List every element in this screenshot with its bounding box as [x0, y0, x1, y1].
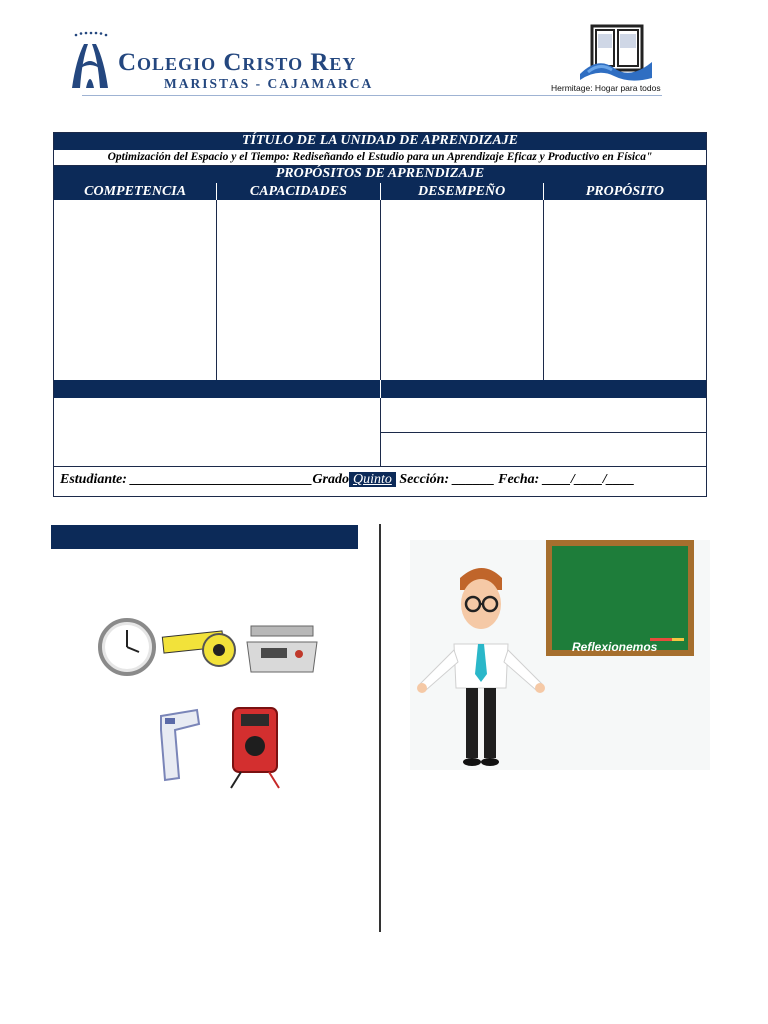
- lower-right-cell[interactable]: [381, 398, 707, 466]
- scale-icon: [247, 626, 317, 672]
- purposes-body: [54, 200, 706, 380]
- student-info-row: [60, 470, 706, 490]
- teacher-illustration: [410, 540, 710, 770]
- cell-capacidades[interactable]: [217, 200, 380, 380]
- grade-label: Grado: [312, 472, 349, 487]
- column-divider: [379, 524, 381, 932]
- unit-title-text: Optimización del Espacio y el Tiempo: Rediseñando el Estudio para un Aprendizaje Eficaz y Productivo en Física": [54, 150, 706, 166]
- cell-competencia[interactable]: [54, 200, 217, 380]
- chalkboard-text: Reflexionemos: [572, 640, 658, 654]
- lower-left-cell[interactable]: [54, 398, 381, 466]
- school-name: Colegio Cristo Rey: [118, 49, 357, 76]
- measuring-instruments-image: [95, 612, 325, 790]
- thermometer-gun-icon: [161, 710, 199, 780]
- hermitage-logo-icon: [578, 22, 654, 84]
- cell-proposito[interactable]: [544, 200, 706, 380]
- measuring-tape-icon: [162, 631, 235, 666]
- cell-desempeno[interactable]: [381, 200, 544, 380]
- column-headers: [54, 183, 706, 200]
- multimeter-icon: [231, 708, 279, 788]
- teacher-figure-icon: [417, 568, 545, 766]
- section-label: Sección: ______: [399, 472, 495, 487]
- school-emblem-icon: [66, 30, 114, 94]
- section-title-bar: [51, 525, 358, 549]
- section-band: [54, 380, 706, 398]
- school-subtitle: MARISTAS - CAJAMARCA: [164, 76, 374, 91]
- column-proposito: PROPÓSITO: [585, 184, 665, 199]
- hermitage-tagline: Hermitage: Hogar para todos: [551, 83, 661, 93]
- clock-icon: [100, 620, 154, 674]
- chalkboard-icon: [546, 540, 694, 656]
- date-label: Fecha: ____/____/____: [498, 472, 635, 487]
- column-desempeno: DESEMPEÑO: [381, 183, 544, 200]
- column-competencia: COMPETENCIA: [54, 183, 217, 200]
- header-divider: [82, 95, 662, 96]
- column-capacidades: CAPACIDADES: [217, 183, 380, 200]
- lower-block: [54, 398, 706, 467]
- student-label: Estudiante: __________________________: [60, 472, 313, 487]
- grade-value[interactable]: Quinto: [349, 472, 396, 487]
- learning-unit-table: [53, 132, 707, 497]
- purposes-header: PROPÓSITOS DE APRENDIZAJE: [54, 166, 706, 183]
- unit-title-header: TÍTULO DE LA UNIDAD DE APRENDIZAJE: [54, 133, 706, 150]
